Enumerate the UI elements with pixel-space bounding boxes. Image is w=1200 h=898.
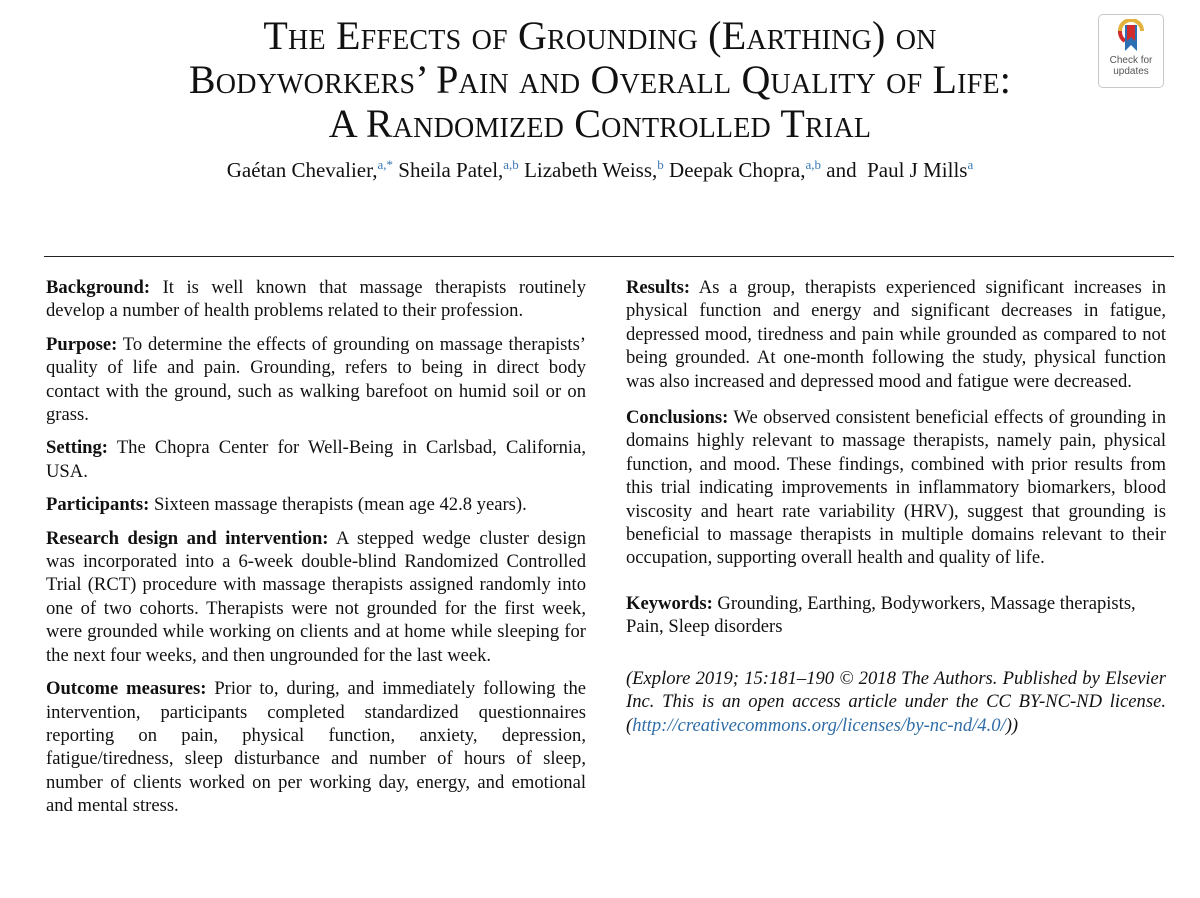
article-title	[120, 14, 1080, 146]
outcomes-section	[46, 677, 586, 817]
author-conjunction: and	[826, 158, 857, 182]
title-line: The Effects of Grounding (Earthing) on	[263, 13, 937, 58]
author-affiliation[interactable]: b	[657, 157, 664, 172]
abstract-right-column	[626, 276, 1166, 750]
section-text: The Chopra Center for Well-Being in Carlsbad, California, USA.	[46, 437, 586, 482]
design-section	[46, 527, 586, 667]
badge-text: updates	[1113, 66, 1149, 77]
author-name: Sheila Patel,	[398, 158, 504, 182]
section-text: Sixteen massage therapists (mean age 42.8 years).	[153, 494, 527, 516]
section-text: A stepped wedge cluster design was incorporated into a 6-week double-blind Randomized Controlled Trial (RCT) procedure with massage therapists assigned randomly into one of two cohorts. Therapists were not grounded for the first week, were grounded while working on clients and at home while sleeping for the next four weeks, and then ungrounded for the last week.	[46, 527, 586, 666]
participants-section	[46, 493, 586, 516]
author-list	[80, 156, 1120, 184]
section-text: We observed consistent beneficial effects of grounding in domains highly relevant to massage therapists, namely pain, physical function, and mood. These findings, combined with prior results from this trial indicating improvements in inflammatory biomarkers, blood viscosity and heart rate variability (HRV), suggest that grounding is beneficial to massage therapists in multiple domains relevant to their occupation, supporting overall health and quality of life.	[626, 407, 1167, 569]
section-label: Background:	[46, 277, 151, 298]
author-name: Lizabeth Weiss,	[524, 158, 658, 182]
setting-section	[46, 436, 586, 483]
divider	[44, 256, 1174, 257]
section-label: Setting:	[46, 437, 108, 459]
section-label: Keywords:	[626, 592, 713, 614]
section-label: Conclusions:	[626, 407, 729, 429]
author-affiliation[interactable]: a,b	[503, 157, 519, 172]
title-line: A Randomized Controlled Trial	[328, 101, 872, 146]
section-label: Research design and intervention:	[46, 527, 329, 549]
section-label: Outcome measures:	[46, 678, 207, 700]
conclusions-section	[626, 406, 1166, 570]
section-label: Results:	[626, 277, 691, 298]
citation-text: ))	[1005, 714, 1019, 736]
check-for-updates-icon	[1116, 19, 1146, 53]
results-section	[626, 276, 1166, 393]
section-label: Purpose:	[46, 333, 118, 355]
keywords-section	[626, 592, 1166, 639]
section-text: To determine the effects of grounding on massage therapists’ quality of life and pain. Grounding, refers to being in direct body contact with the ground, such as walking barefoot on humid soil or on grass.	[46, 333, 586, 426]
section-text: As a group, therapists experienced significant increases in physical function and energy and significant decreases in fatigue, depressed mood, tiredness and pain while grounded as compared to not being grounded. At one-month following the study, physical function was also increased and depressed mood and fatigue were decreased.	[626, 277, 1166, 392]
section-text: Prior to, during, and immediately following the intervention, participants completed standardized questionnaires reporting on pain, physical function, anxiety, depression, fatigue/tiredness, sleep disturbance and number of hours of sleep, number of clients worked on per working day, energy, and emotional and mental stress.	[46, 678, 586, 817]
citation-text: (Explore 2019; 15:181–190 © 2018 The Authors. Published by Elsevier Inc. This is an open access article under the CC BY-NC-ND license. (	[626, 667, 1166, 736]
author-affiliation[interactable]: a	[967, 157, 974, 172]
section-text: Grounding, Earthing, Bodyworkers, Massage therapists, Pain, Sleep disorders	[626, 592, 1136, 638]
author-name: Deepak Chopra,	[669, 158, 806, 182]
abstract-left-column	[46, 276, 586, 828]
section-text: It is well known that massage therapists routinely develop a number of health problems related to their profession.	[46, 277, 586, 322]
badge-text: Check for	[1109, 55, 1153, 66]
license-link[interactable]: http://creativecommons.org/licenses/by-nc-nd/4.0/	[632, 714, 1006, 736]
author-affiliation[interactable]: a,*	[377, 157, 394, 172]
check-for-updates-badge[interactable]	[1098, 14, 1164, 88]
author-name: Gaétan Chevalier,	[226, 158, 378, 182]
section-label: Participants:	[46, 494, 150, 516]
title-line: Bodyworkers’ Pain and Overall Quality of Life:	[188, 57, 1012, 102]
background-section	[46, 276, 586, 323]
citation	[626, 667, 1166, 737]
author-name: Paul J Mills	[867, 158, 968, 182]
author-affiliation[interactable]: a,b	[805, 157, 822, 172]
purpose-section	[46, 333, 586, 427]
